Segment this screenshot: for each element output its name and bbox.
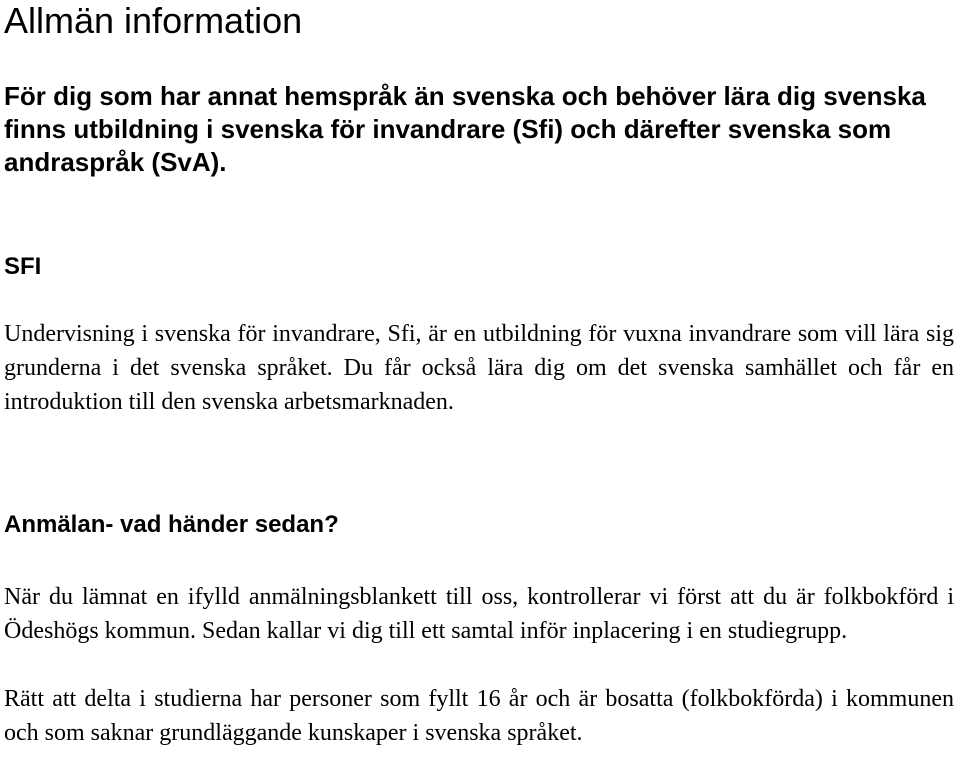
anmalan-paragraph-2: Rätt att delta i studierna har personer som fyllt 16 år och är bosatta (folkbokförda) i kommunen och som saknar grundläggande kunskaper i svenska språket. (4, 686, 954, 746)
section-heading-sfi: SFI (4, 253, 42, 280)
intro-paragraph: För dig som har annat hemspråk än svenska och behöver lära dig svenska finns utbildning i svenska för invandrare (Sfi) och därefter svenska som andraspråk (SvA). (4, 81, 926, 177)
sfi-paragraph: Undervisning i svenska för invandrare, Sfi, är en utbildning för vuxna invandrare som vill lära sig grunderna i det svenska språket. Du får också lära dig om det svenska samhället och får en introduktion till den svenska arbetsmarknaden. (4, 321, 954, 415)
section-heading-anmalan: Anmälan- vad händer sedan? (4, 511, 339, 538)
anmalan-paragraph-1: När du lämnat en ifylld anmälningsblankett till oss, kontrollerar vi först att du är folkbokförd i Ödeshögs kommun. Sedan kallar vi dig till ett samtal inför inplacering i en studiegrupp. (4, 584, 954, 644)
page-title: Allmän information (4, 0, 303, 41)
